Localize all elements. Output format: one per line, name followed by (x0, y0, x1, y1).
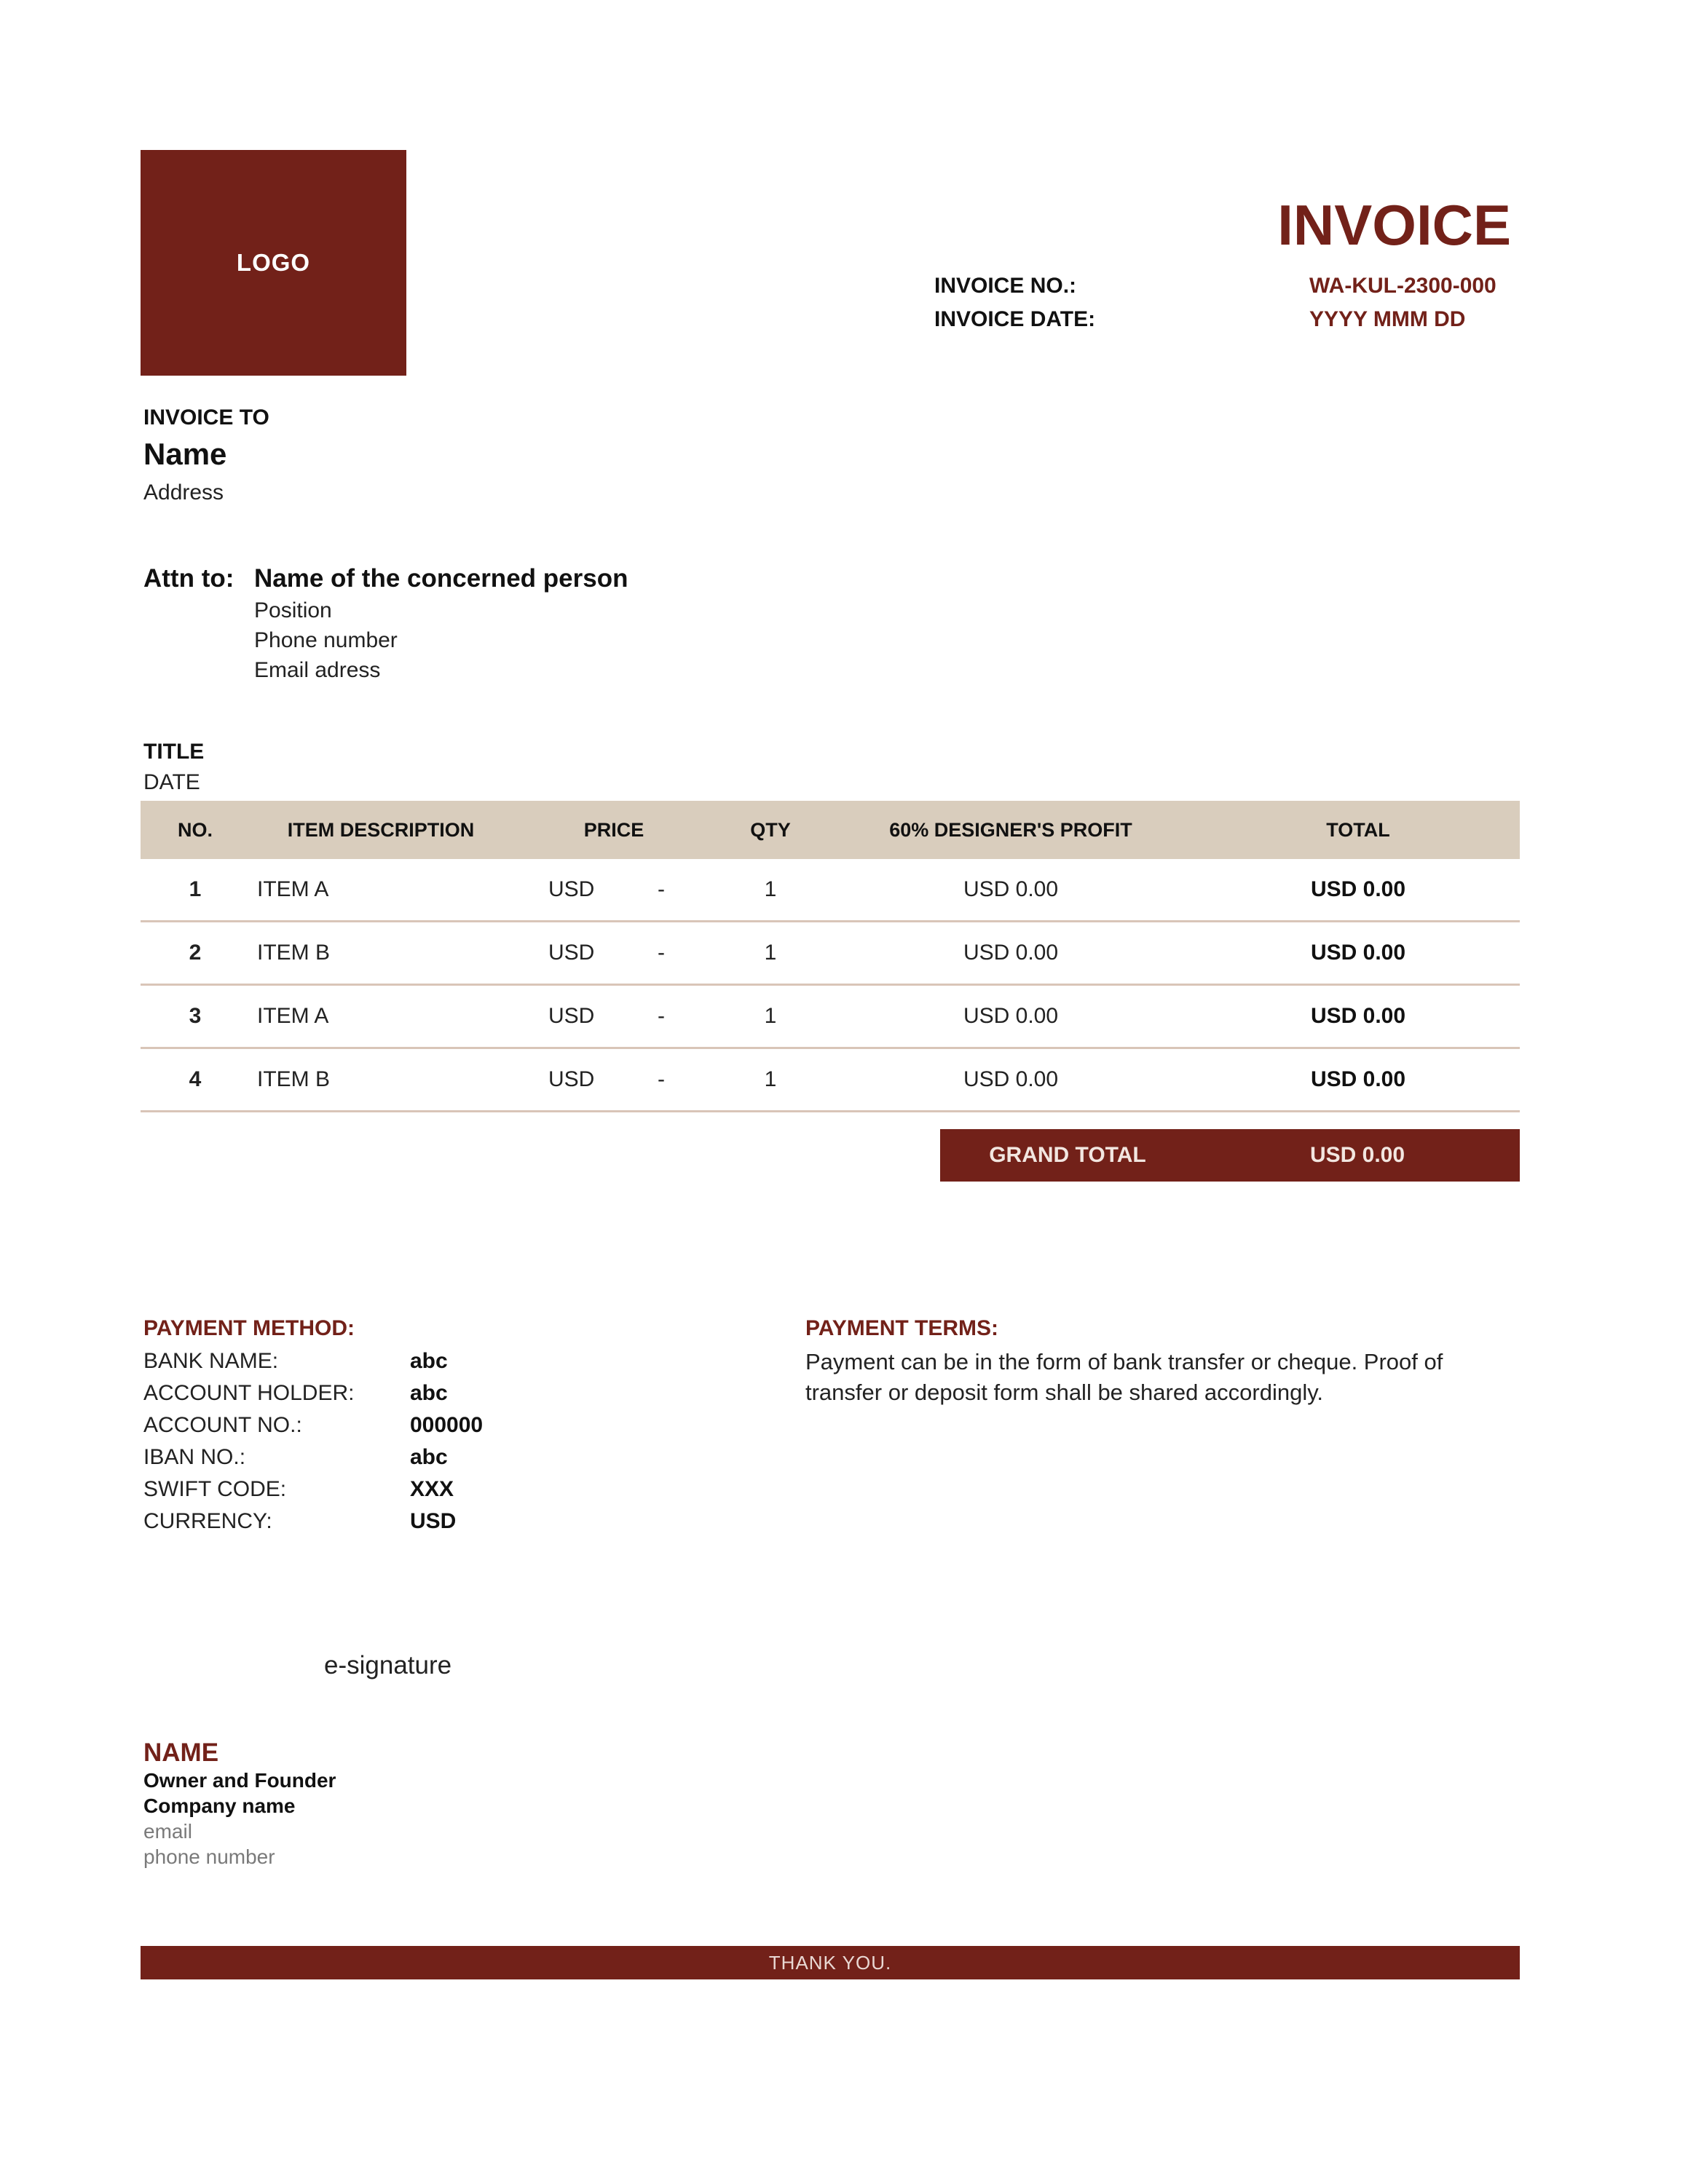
row-currency: USD (548, 1004, 595, 1028)
row-total: USD 0.00 (1310, 1067, 1406, 1091)
row-qty: 1 (764, 1004, 777, 1028)
row-profit: USD 0.00 (963, 1067, 1059, 1091)
payment-field-value: 000000 (410, 1413, 484, 1437)
row-price-value: - (658, 1004, 665, 1028)
row-currency: USD (548, 941, 595, 965)
row-total: USD 0.00 (1310, 941, 1406, 965)
payment-terms-heading: PAYMENT TERMS: (805, 1316, 999, 1340)
payment-field (143, 1345, 483, 1377)
row-no: 1 (189, 877, 202, 901)
logo-placeholder (141, 150, 406, 376)
row-total: USD 0.00 (1310, 1004, 1406, 1028)
row-price (512, 877, 716, 902)
project-title: TITLE (143, 740, 205, 764)
payment-field (143, 1473, 483, 1506)
invoice-to-label: INVOICE TO (143, 405, 269, 430)
payment-field-value: abc (410, 1381, 448, 1405)
row-price (512, 1004, 716, 1029)
table-row (141, 859, 1520, 922)
header-price: PRICE (583, 818, 644, 841)
payment-field (143, 1409, 483, 1441)
payment-field (143, 1441, 483, 1473)
logo-label: LOGO (236, 249, 311, 276)
client-address: Address (143, 480, 224, 505)
signatory-phone: phone number (143, 1845, 275, 1868)
row-description: ITEM A (257, 1004, 329, 1028)
attn-email: Email adress (254, 658, 381, 682)
e-signature: e-signature (324, 1651, 452, 1679)
row-profit: USD 0.00 (963, 941, 1059, 965)
row-description: ITEM B (257, 1067, 331, 1091)
client-name: Name (143, 437, 227, 471)
project-date: DATE (143, 770, 200, 794)
grand-total-value: USD 0.00 (1309, 1143, 1405, 1167)
header-total: TOTAL (1326, 818, 1390, 841)
items-table (141, 801, 1520, 1112)
signatory-name: NAME (143, 1738, 219, 1767)
payment-terms-text: Payment can be in the form of bank transfer or cheque. Proof of transfer or deposit form shall be shared accordingly. (805, 1349, 1443, 1405)
header-description: ITEM DESCRIPTION (287, 818, 475, 841)
payment-field-key: BANK NAME: (143, 1349, 279, 1373)
row-no: 4 (189, 1067, 202, 1091)
payment-method-list (143, 1345, 483, 1538)
row-currency: USD (548, 877, 595, 901)
payment-field-value: USD (410, 1509, 457, 1533)
table-row (141, 922, 1520, 986)
payment-field (143, 1506, 483, 1538)
table-row (141, 1049, 1520, 1112)
footer-bar (141, 1946, 1520, 1979)
row-price-value: - (658, 941, 665, 965)
signatory-role: Owner and Founder (143, 1769, 336, 1792)
row-profit: USD 0.00 (963, 1004, 1059, 1028)
row-qty: 1 (764, 1067, 777, 1091)
footer-thank-you: THANK YOU. (768, 1951, 892, 1974)
table-row (141, 986, 1520, 1049)
row-no: 3 (189, 1004, 202, 1028)
row-price-value: - (658, 877, 665, 901)
payment-field-value: abc (410, 1445, 448, 1469)
row-qty: 1 (764, 877, 777, 901)
row-description: ITEM A (257, 877, 329, 901)
payment-method-heading: PAYMENT METHOD: (143, 1316, 355, 1340)
payment-field-key: IBAN NO.: (143, 1445, 246, 1469)
row-description: ITEM B (257, 941, 331, 965)
signatory-company: Company name (143, 1795, 296, 1817)
row-price (512, 1067, 716, 1092)
grand-total-label: GRAND TOTAL (989, 1143, 1146, 1167)
payment-field-value: abc (410, 1349, 448, 1373)
invoice-no-value: WA-KUL-2300-000 (1309, 274, 1496, 298)
payment-field (143, 1377, 483, 1409)
header-no: NO. (177, 818, 213, 841)
attn-position: Position (254, 598, 332, 622)
payment-field-key: ACCOUNT NO.: (143, 1413, 302, 1437)
invoice-date-label: INVOICE DATE: (934, 307, 1096, 331)
signatory-email: email (143, 1820, 192, 1843)
grand-total-bar (940, 1129, 1520, 1182)
row-profit: USD 0.00 (963, 877, 1059, 901)
attn-label: Attn to: (143, 564, 234, 593)
payment-field-key: ACCOUNT HOLDER: (143, 1381, 355, 1405)
row-total: USD 0.00 (1310, 877, 1406, 901)
invoice-date-value: YYYY MMM DD (1309, 307, 1466, 331)
row-qty: 1 (764, 941, 777, 965)
payment-field-key: SWIFT CODE: (143, 1477, 287, 1501)
row-price-value: - (658, 1067, 665, 1091)
row-price (512, 941, 716, 965)
row-no: 2 (189, 941, 202, 965)
table-header (141, 801, 1520, 859)
payment-field-value: XXX (410, 1477, 454, 1501)
invoice-no-label: INVOICE NO.: (934, 274, 1077, 298)
invoice-title: INVOICE (1277, 193, 1511, 257)
header-qty: QTY (750, 818, 791, 841)
attn-person: Name of the concerned person (254, 564, 628, 593)
payment-field-key: CURRENCY: (143, 1509, 272, 1533)
header-profit: 60% DESIGNER'S PROFIT (889, 818, 1132, 841)
attn-phone: Phone number (254, 628, 398, 652)
row-currency: USD (548, 1067, 595, 1091)
